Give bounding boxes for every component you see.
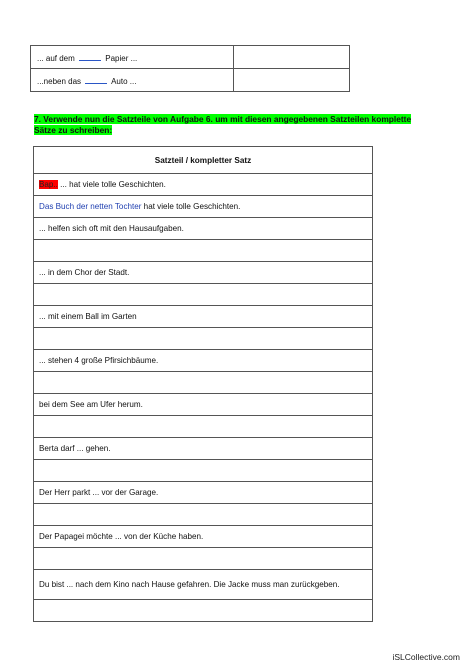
heading-text: 7. Verwende nun die Satzteile von Aufgabe 6. um mit diesen angegebenen Satzteilen komplette Sätze zu schreiben:: [34, 114, 412, 135]
table-cell: [34, 460, 373, 482]
sentence-table: [33, 146, 373, 622]
table-row: [34, 284, 373, 306]
table-cell: [31, 46, 234, 69]
table-cell: [34, 240, 373, 262]
table-cell: [34, 504, 373, 526]
table-row: [34, 174, 373, 196]
table-cell: [34, 372, 373, 394]
table-cell: Du bist ... nach dem Kino nach Hause gefahren. Die Jacke muss man zurückgeben.: [34, 570, 373, 600]
table-cell: ... in dem Chor der Stadt.: [34, 262, 373, 284]
table-cell: ... mit einem Ball im Garten: [34, 306, 373, 328]
table-row: [31, 69, 350, 92]
cell-text: hat viele tolle Geschichten.: [141, 202, 241, 211]
table-row: [34, 306, 373, 328]
highlighted-text: Bap..: [39, 180, 58, 189]
table-cell: bei dem See am Ufer herum.: [34, 394, 373, 416]
exercise-heading: [34, 114, 420, 136]
table-cell: [34, 328, 373, 350]
table-row: [34, 438, 373, 460]
cell-text: Papier ...: [105, 53, 138, 63]
table-body: [34, 218, 373, 622]
top-table: [30, 45, 350, 92]
table-cell: [34, 284, 373, 306]
cell-text: ...neben das: [37, 76, 82, 86]
answer-cell: [234, 69, 350, 92]
table-cell: [34, 600, 373, 622]
table-cell: [34, 196, 373, 218]
blank-line: [79, 52, 101, 61]
table-row: [34, 350, 373, 372]
table-cell: [34, 174, 373, 196]
table-row: [34, 416, 373, 438]
blue-text: Das Buch der netten Tochter: [39, 202, 142, 211]
table-cell: ... helfen sich oft mit den Hausaufgaben.: [34, 218, 373, 240]
table-cell: [31, 69, 234, 92]
table-row: [34, 570, 373, 600]
table-row: [34, 504, 373, 526]
cell-text: ... auf dem: [37, 53, 75, 63]
answer-cell: [234, 46, 350, 69]
footer-watermark: iSLCollective.com: [392, 652, 460, 662]
table-cell: [34, 548, 373, 570]
table-row: [34, 526, 373, 548]
table-header-row: [34, 147, 373, 174]
table-row: [34, 240, 373, 262]
table-cell: Berta darf ... gehen.: [34, 438, 373, 460]
table-cell: Der Herr parkt ... vor der Garage.: [34, 482, 373, 504]
table-cell: [34, 416, 373, 438]
table-row: [34, 262, 373, 284]
table-row: [34, 600, 373, 622]
cell-text: Auto ...: [111, 76, 137, 86]
table-row: [34, 328, 373, 350]
cell-text: ... hat viele tolle Geschichten.: [57, 180, 166, 189]
table-row: [34, 372, 373, 394]
table-row: [34, 460, 373, 482]
table-row: [34, 548, 373, 570]
table-cell: ... stehen 4 große Pfirsichbäume.: [34, 350, 373, 372]
table-cell: Der Papagei möchte ... von der Küche haben.: [34, 526, 373, 548]
table-row: [34, 218, 373, 240]
table-row: [34, 196, 373, 218]
column-header: Satzteil / kompletter Satz: [34, 147, 373, 174]
blank-line: [85, 75, 107, 84]
table-row: [34, 482, 373, 504]
table-row: [34, 394, 373, 416]
table-row: [31, 46, 350, 69]
